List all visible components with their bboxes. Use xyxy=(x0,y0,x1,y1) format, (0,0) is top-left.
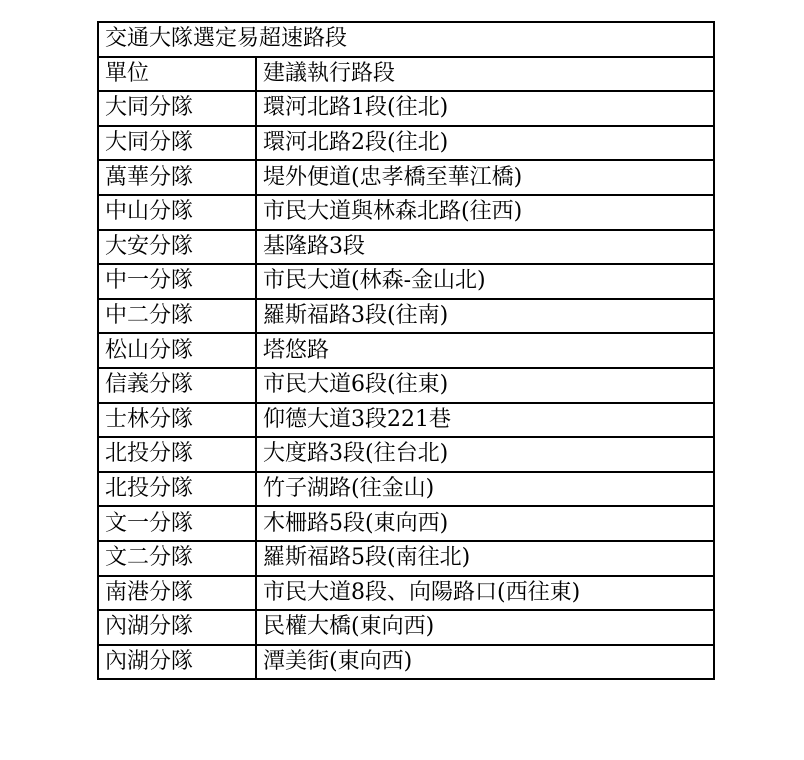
table-row xyxy=(98,506,714,541)
unit-cell: 士林分隊 xyxy=(98,403,256,438)
unit-cell: 中山分隊 xyxy=(98,195,256,230)
unit-cell: 文一分隊 xyxy=(98,506,256,541)
table-header-row xyxy=(98,57,714,92)
table-row xyxy=(98,610,714,645)
road-section-cell: 塔悠路 xyxy=(256,333,714,368)
table-title: 交通大隊選定易超速路段 xyxy=(98,22,714,57)
table-row xyxy=(98,195,714,230)
table-title-row xyxy=(98,22,714,57)
header-road-section: 建議執行路段 xyxy=(256,57,714,92)
road-section-cell: 市民大道與林森北路(往西) xyxy=(256,195,714,230)
header-unit: 單位 xyxy=(98,57,256,92)
road-section-cell: 羅斯福路5段(南往北) xyxy=(256,541,714,576)
unit-cell: 內湖分隊 xyxy=(98,610,256,645)
unit-cell: 大安分隊 xyxy=(98,230,256,265)
road-section-cell: 羅斯福路3段(往南) xyxy=(256,299,714,334)
unit-cell: 信義分隊 xyxy=(98,368,256,403)
table-row xyxy=(98,91,714,126)
table-row xyxy=(98,472,714,507)
road-section-cell: 潭美街(東向西) xyxy=(256,645,714,680)
road-section-cell: 竹子湖路(往金山) xyxy=(256,472,714,507)
table-row xyxy=(98,368,714,403)
table-row xyxy=(98,126,714,161)
table-body xyxy=(98,22,714,679)
table-row xyxy=(98,230,714,265)
table-row xyxy=(98,403,714,438)
unit-cell: 南港分隊 xyxy=(98,576,256,611)
unit-cell: 大同分隊 xyxy=(98,126,256,161)
road-section-cell: 堤外便道(忠孝橋至華江橋) xyxy=(256,160,714,195)
unit-cell: 中二分隊 xyxy=(98,299,256,334)
unit-cell: 北投分隊 xyxy=(98,437,256,472)
table-row xyxy=(98,437,714,472)
table-row xyxy=(98,160,714,195)
road-section-cell: 民權大橋(東向西) xyxy=(256,610,714,645)
table-row xyxy=(98,299,714,334)
road-section-cell: 基隆路3段 xyxy=(256,230,714,265)
road-section-cell: 環河北路2段(往北) xyxy=(256,126,714,161)
unit-cell: 中一分隊 xyxy=(98,264,256,299)
road-section-cell: 大度路3段(往台北) xyxy=(256,437,714,472)
road-section-cell: 木柵路5段(東向西) xyxy=(256,506,714,541)
unit-cell: 松山分隊 xyxy=(98,333,256,368)
unit-cell: 文二分隊 xyxy=(98,541,256,576)
unit-cell: 萬華分隊 xyxy=(98,160,256,195)
speeding-road-table xyxy=(97,21,715,680)
table-row xyxy=(98,333,714,368)
table-row xyxy=(98,541,714,576)
road-section-cell: 市民大道(林森-金山北) xyxy=(256,264,714,299)
unit-cell: 北投分隊 xyxy=(98,472,256,507)
road-section-cell: 市民大道8段、向陽路口(西往東) xyxy=(256,576,714,611)
unit-cell: 大同分隊 xyxy=(98,91,256,126)
table-row xyxy=(98,645,714,680)
road-section-cell: 仰德大道3段221巷 xyxy=(256,403,714,438)
road-section-cell: 市民大道6段(往東) xyxy=(256,368,714,403)
table-row xyxy=(98,576,714,611)
table-row xyxy=(98,264,714,299)
unit-cell: 內湖分隊 xyxy=(98,645,256,680)
road-section-cell: 環河北路1段(往北) xyxy=(256,91,714,126)
